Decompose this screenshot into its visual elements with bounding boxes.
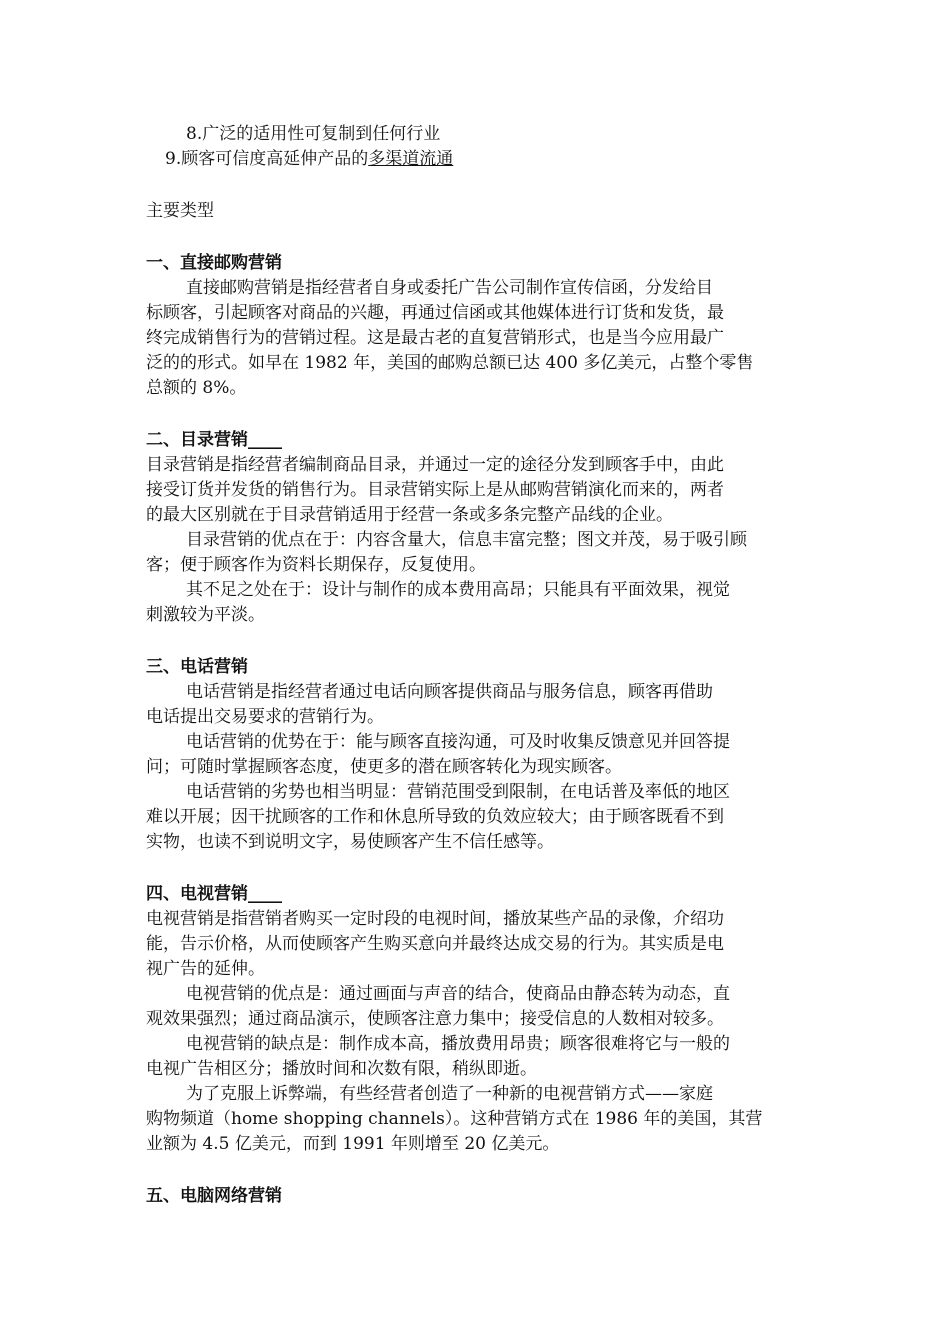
s2-p3-line1: 其不足之处在于：设计与制作的成本费用高昂；只能具有平面效果，视觉 xyxy=(186,580,730,600)
section-heading-network: 五、电脑网络营销 xyxy=(146,1186,282,1206)
s2-p1-line3: 的最大区别就在于目录营销适用于经营一条或多条完整产品线的企业。 xyxy=(146,505,673,525)
s2-p2-line1: 目录营销的优点在于：内容含量大，信息丰富完整；图文并茂，易于吸引顾 xyxy=(186,530,747,550)
s3-p3-line1: 电话营销的劣势也相当明显：营销范围受到限制，在电话普及率低的地区 xyxy=(186,782,730,802)
s2-p3-line2: 刺激较为平淡。 xyxy=(146,605,265,625)
s1-p1-line4: 泛的的形式。如早在 1982 年，美国的邮购总额已达 400 多亿美元，占整个零售 xyxy=(146,353,754,373)
s1-p1-line1: 直接邮购营销是指经营者自身或委托广告公司制作宣传信函，分发给目 xyxy=(186,278,713,298)
s4-p2-line2: 观效果强烈；通过商品演示，使顾客注意力集中；接受信息的人数相对较多。 xyxy=(146,1009,724,1029)
s4-p3-line2: 电视广告相区分；播放时间和次数有限，稍纵即逝。 xyxy=(146,1059,537,1079)
s1-p1-line2: 标顾客，引起顾客对商品的兴趣，再通过信函或其他媒体进行订货和发货，最 xyxy=(146,303,724,323)
s3-p3-line3: 实物，也读不到说明文字，易使顾客产生不信任感等。 xyxy=(146,832,554,852)
s4-p1-line2: 能，告示价格，从而使顾客产生购买意向并最终达成交易的行为。其实质是电 xyxy=(146,934,724,954)
s2-p2-line2: 客；便于顾客作为资料长期保存，反复使用。 xyxy=(146,555,486,575)
s3-p2-line1: 电话营销的优势在于：能与顾客直接沟通，可及时收集反馈意见并回答提 xyxy=(186,732,730,752)
tv-heading-text: 四、电视营销 xyxy=(146,884,248,904)
s4-p1-line1: 电视营销是指营销者购买一定时段的电视时间，播放某些产品的录像，介绍功 xyxy=(146,909,724,929)
s2-p1-line2: 接受订货并发货的销售行为。目录营销实际上是从邮购营销演化而来的，两者 xyxy=(146,480,724,500)
s3-p2-line2: 问；可随时掌握顾客态度，使更多的潜在顾客转化为现实顾客。 xyxy=(146,757,622,777)
s1-p1-line5: 总额的 8%。 xyxy=(146,378,247,398)
multi-channel-link[interactable]: 多渠道流通 xyxy=(368,149,454,169)
s4-p4-line1: 为了克服上诉弊端，有些经营者创造了一种新的电视营销方式——家庭 xyxy=(186,1084,713,1104)
document-page xyxy=(146,122,814,1209)
tv-heading-blank: ____ xyxy=(248,884,282,904)
list-item-9 xyxy=(146,147,814,172)
section-heading-tv xyxy=(146,882,814,907)
s4-p4-line2: 购物频道（home shopping channels）。这种营销方式在 1986 年的美国，其营 xyxy=(146,1109,763,1129)
s4-p3-line1: 电视营销的缺点是：制作成本高，播放费用昂贵；顾客很难将它与一般的 xyxy=(186,1034,730,1054)
catalog-heading-text: 二、目录营销 xyxy=(146,430,248,450)
s4-p4-line3: 业额为 4.5 亿美元，而到 1991 年则增至 20 亿美元。 xyxy=(146,1134,560,1154)
s3-p3-line2: 难以开展；因干扰顾客的工作和休息所导致的负效应较大；由于顾客既看不到 xyxy=(146,807,724,827)
section-heading-mail-order: 一、直接邮购营销 xyxy=(146,253,282,273)
s4-p2-line1: 电视营销的优点是：通过画面与声音的结合，使商品由静态转为动态，直 xyxy=(186,984,730,1004)
section-heading-catalog xyxy=(146,428,814,453)
s1-p1-line3: 终完成销售行为的营销过程。这是最古老的直复营销形式，也是当今应用最广 xyxy=(146,328,724,348)
list-item-9-text: 9.顾客可信度高延伸产品的 xyxy=(165,149,369,169)
catalog-heading-blank: ____ xyxy=(248,430,282,450)
s2-p1-line1: 目录营销是指经营者编制商品目录，并通过一定的途径分发到顾客手中，由此 xyxy=(146,455,724,475)
types-label: 主要类型 xyxy=(146,201,214,221)
section-heading-telephone: 三、电话营销 xyxy=(146,657,248,677)
s3-p1-line1: 电话营销是指经营者通过电话向顾客提供商品与服务信息，顾客再借助 xyxy=(186,682,713,702)
s3-p1-line2: 电话提出交易要求的营销行为。 xyxy=(146,707,384,727)
s4-p1-line3: 视广告的延伸。 xyxy=(146,959,265,979)
list-item-8: 8.广泛的适用性可复制到任何行业 xyxy=(186,124,441,144)
